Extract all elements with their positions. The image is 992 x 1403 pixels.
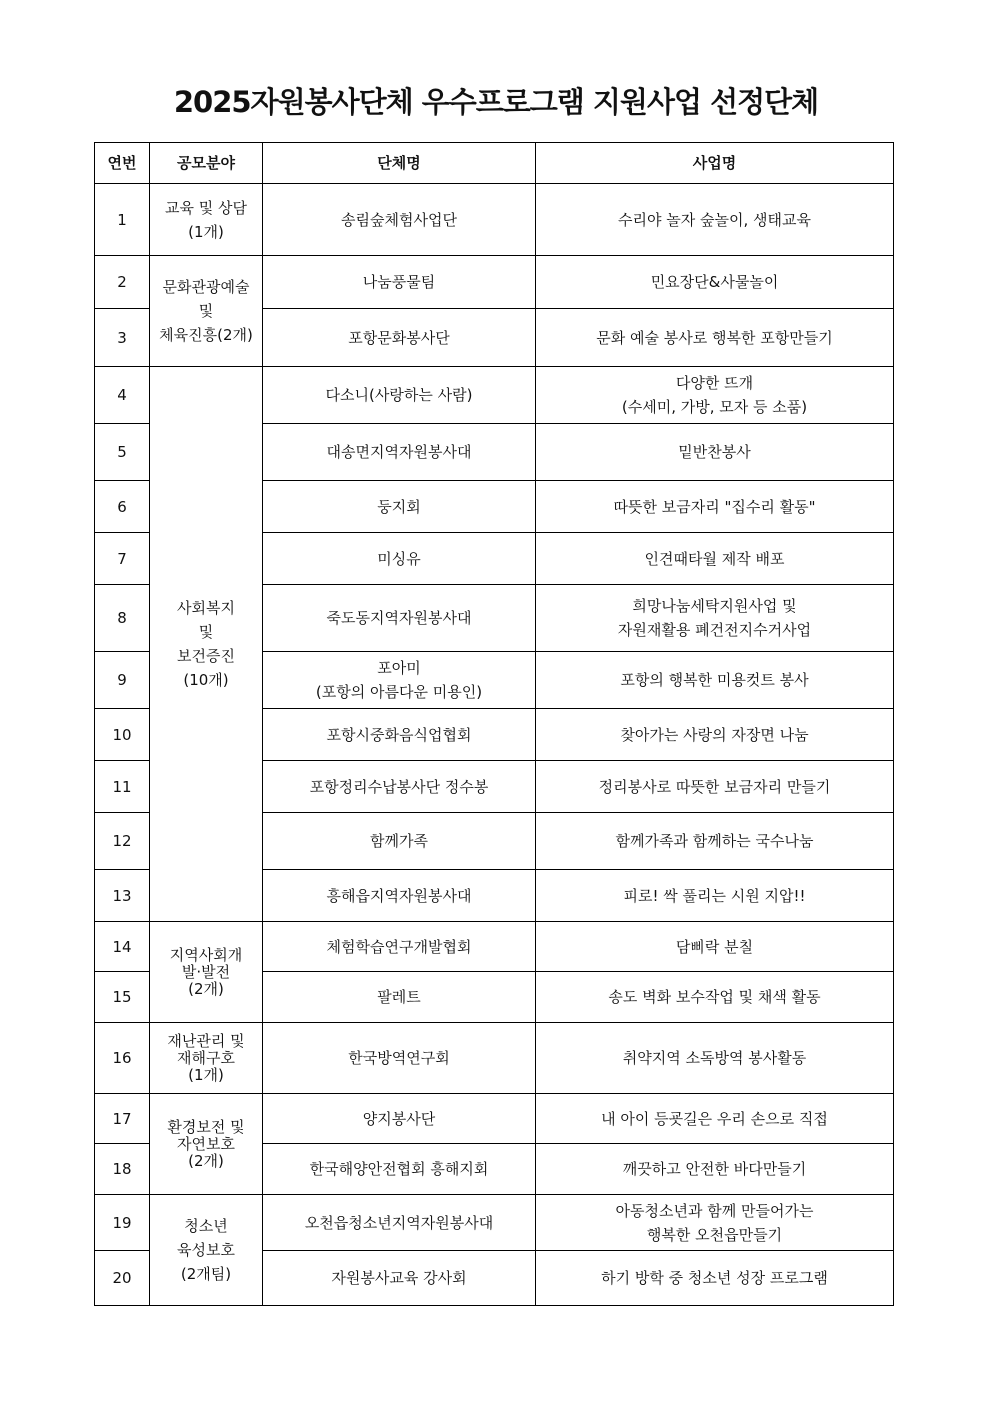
category-cell: 환경보전 및 자연보호 (2개) <box>150 1094 263 1195</box>
header-category: 공모분야 <box>150 143 263 184</box>
table-row <box>95 184 894 256</box>
category-cell: 재난관리 및 재해구호 (1개) <box>150 1023 263 1094</box>
category-cell: 교육 및 상담 (1개) <box>150 184 263 256</box>
header-row <box>95 143 894 184</box>
project-name: 함께가족과 함께하는 국수나눔 <box>536 813 894 870</box>
row-number: 16 <box>95 1023 150 1094</box>
org-name: 나눔풍물팀 <box>263 256 536 309</box>
org-name: 송림숲체험사업단 <box>263 184 536 256</box>
table-row <box>95 1094 894 1144</box>
table-row <box>95 1023 894 1094</box>
project-name: 피로! 싹 풀리는 시원 지압!! <box>536 870 894 922</box>
project-name: 담삐락 분칠 <box>536 922 894 972</box>
row-number: 10 <box>95 709 150 761</box>
row-number: 12 <box>95 813 150 870</box>
project-name: 인견때타월 제작 배포 <box>536 533 894 585</box>
org-name: 함께가족 <box>263 813 536 870</box>
header-no: 연번 <box>95 143 150 184</box>
row-number: 11 <box>95 761 150 813</box>
project-name: 포항의 행복한 미용컷트 봉사 <box>536 652 894 709</box>
row-number: 20 <box>95 1251 150 1306</box>
project-name: 취약지역 소독방역 봉사활동 <box>536 1023 894 1094</box>
org-name: 포항정리수납봉사단 정수봉 <box>263 761 536 813</box>
row-number: 7 <box>95 533 150 585</box>
project-name: 깨끗하고 안전한 바다만들기 <box>536 1144 894 1195</box>
project-name: 민요장단&사물놀이 <box>536 256 894 309</box>
category-cell: 청소년 육성보호 (2개팀) <box>150 1195 263 1306</box>
org-name: 한국방역연구회 <box>263 1023 536 1094</box>
category-cell: 지역사회개 발·발전 (2개) <box>150 922 263 1023</box>
header-project: 사업명 <box>536 143 894 184</box>
table-row <box>95 922 894 972</box>
org-name: 체험학습연구개발협회 <box>263 922 536 972</box>
project-name: 하기 방학 중 청소년 성장 프로그램 <box>536 1251 894 1306</box>
row-number: 2 <box>95 256 150 309</box>
org-name: 한국해양안전협회 흥해지회 <box>263 1144 536 1195</box>
org-name: 포항문화봉사단 <box>263 309 536 367</box>
row-number: 6 <box>95 481 150 533</box>
row-number: 14 <box>95 922 150 972</box>
table-row <box>95 1195 894 1251</box>
project-name: 내 아이 등굣길은 우리 손으로 직접 <box>536 1094 894 1144</box>
org-name: 자원봉사교육 강사회 <box>263 1251 536 1306</box>
project-name: 따뜻한 보금자리 "집수리 활동" <box>536 481 894 533</box>
row-number: 9 <box>95 652 150 709</box>
project-name: 수리야 놀자 숲놀이, 생태교육 <box>536 184 894 256</box>
project-name: 문화 예술 봉사로 행복한 포항만들기 <box>536 309 894 367</box>
row-number: 5 <box>95 424 150 481</box>
project-name: 다양한 뜨개 (수세미, 가방, 모자 등 소품) <box>536 367 894 424</box>
project-name: 아동청소년과 함께 만들어가는 행복한 오천읍만들기 <box>536 1195 894 1251</box>
row-number: 4 <box>95 367 150 424</box>
project-name: 찾아가는 사랑의 자장면 나눔 <box>536 709 894 761</box>
row-number: 13 <box>95 870 150 922</box>
org-name: 포항시중화음식업협회 <box>263 709 536 761</box>
table-row <box>95 256 894 309</box>
org-name: 포아미 (포항의 아름다운 미용인) <box>263 652 536 709</box>
selection-table <box>94 142 894 1306</box>
org-name: 대송면지역자원봉사대 <box>263 424 536 481</box>
row-number: 3 <box>95 309 150 367</box>
project-name: 밑반찬봉사 <box>536 424 894 481</box>
org-name: 팔레트 <box>263 972 536 1023</box>
project-name: 송도 벽화 보수작업 및 채색 활동 <box>536 972 894 1023</box>
org-name: 다소니(사랑하는 사람) <box>263 367 536 424</box>
header-org: 단체명 <box>263 143 536 184</box>
org-name: 미싱유 <box>263 533 536 585</box>
org-name: 흥해읍지역자원봉사대 <box>263 870 536 922</box>
page-title: 2025자원봉사단체 우수프로그램 지원사업 선정단체 <box>173 85 819 119</box>
project-name: 희망나눔세탁지원사업 및 자원재활용 폐건전지수거사업 <box>536 585 894 652</box>
table-row <box>95 367 894 424</box>
row-number: 17 <box>95 1094 150 1144</box>
row-number: 8 <box>95 585 150 652</box>
row-number: 15 <box>95 972 150 1023</box>
org-name: 죽도동지역자원봉사대 <box>263 585 536 652</box>
row-number: 18 <box>95 1144 150 1195</box>
project-name: 정리봉사로 따뜻한 보금자리 만들기 <box>536 761 894 813</box>
category-cell: 문화관광예술 및 체육진흥(2개) <box>150 256 263 367</box>
org-name: 양지봉사단 <box>263 1094 536 1144</box>
row-number: 1 <box>95 184 150 256</box>
row-number: 19 <box>95 1195 150 1251</box>
category-cell: 사회복지 및 보건증진 (10개) <box>150 367 263 922</box>
org-name: 둥지회 <box>263 481 536 533</box>
org-name: 오천읍청소년지역자원봉사대 <box>263 1195 536 1251</box>
